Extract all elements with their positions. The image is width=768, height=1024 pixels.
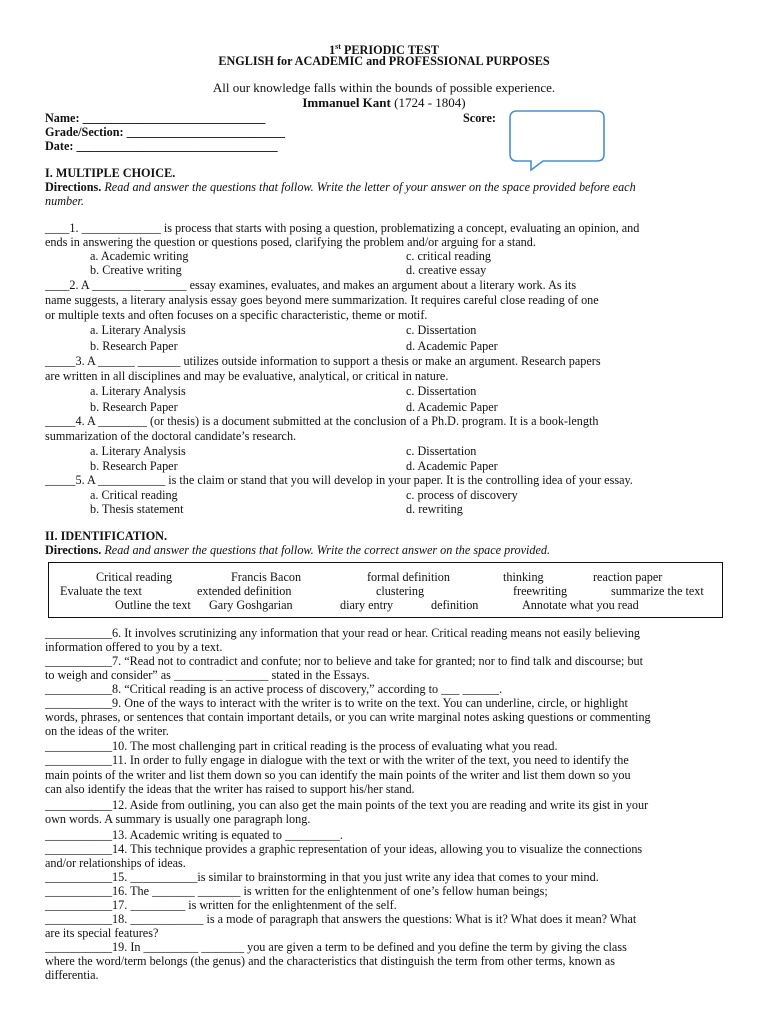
question-4: _____4. A ________ (or thesis) is a document submitted at the conclusion of a Ph.D. program. It is a book-length (45, 414, 599, 428)
word-bank-item: summarize the text (611, 584, 704, 598)
part1-directions: Directions. Read and answer the questions that follow. Write the letter of your answer on the space provided before each (45, 180, 636, 194)
score-callout-box[interactable] (509, 110, 605, 172)
option: a. Literary Analysis (90, 323, 186, 337)
option: a. Critical reading (90, 488, 178, 502)
question-1: ____1. _____________ is process that starts with posing a question, problematizing a concept, evaluating an opinion, and (45, 221, 640, 235)
question-2-cont: name suggests, a literary analysis essay goes beyond mere summarization. It requires careful close reading of one (45, 293, 599, 307)
question-3-options-row1 (0, 384, 768, 398)
option: b. Research Paper (90, 459, 178, 473)
question-19: ___________19. In _________ _______ you are given a term to be defined and you define the term by giving the class (45, 940, 627, 954)
name-field[interactable]: Name: ______________________________ (45, 111, 266, 125)
option: a. Literary Analysis (90, 444, 186, 458)
question-2-cont2: or multiple texts and often focuses on a specific characteristic, theme or motif. (45, 308, 428, 322)
question-2-options-row2 (0, 339, 768, 353)
question-7: ___________7. “Read not to contradict and confute; nor to believe and take for granted; nor to find talk and discourse; but (45, 654, 644, 668)
question-4-options-row1 (0, 444, 768, 458)
grade-section-field[interactable]: Grade/Section: __________________________ (45, 125, 286, 139)
question-4-options-row2 (0, 459, 768, 473)
word-bank-item: Evaluate the text (60, 584, 142, 598)
option: b. Research Paper (90, 400, 178, 414)
question-16: ___________16. The _______ _______ is written for the enlightenment of one’s fellow human beings; (45, 884, 548, 898)
option: d. rewriting (406, 502, 463, 516)
quote: All our knowledge falls within the bounds of possible experience. (212, 80, 556, 95)
question-3: _____3. A ______ _______ utilizes outside information to support a thesis or make an argument. Research papers (45, 354, 601, 368)
part2-directions: Directions. Read and answer the questions that follow. Write the correct answer on the space provided. (45, 543, 551, 557)
question-3-options-row2 (0, 400, 768, 414)
word-bank-item: formal definition (367, 570, 450, 584)
test-title: 1st PERIODIC TEST (329, 42, 439, 58)
part1-heading: I. MULTIPLE CHOICE. (45, 166, 176, 180)
question-9-cont: words, phrases, or sentences that contain important details, or you can write marginal notes asking questions or commenting (45, 710, 651, 724)
word-bank-item: Outline the text (115, 598, 191, 612)
word-bank-box (48, 562, 723, 618)
option: c. Dissertation (406, 323, 477, 337)
question-10: ___________10. The most challenging part in critical reading is the process of evaluating what you read. (45, 739, 558, 753)
question-19-cont: where the word/term belongs (the genus) and the characteristics that distinguish the term from other terms, known as (45, 954, 615, 968)
question-6-cont: information offered to you by a text. (45, 640, 223, 654)
option: c. Dissertation (406, 444, 477, 458)
date-field[interactable]: Date: _________________________________ (45, 139, 278, 153)
option: d. Academic Paper (406, 400, 498, 414)
option: b. Creative writing (90, 263, 182, 277)
question-18-cont: are its special features? (45, 926, 159, 940)
question-14-cont: and/or relationships of ideas. (45, 856, 186, 870)
question-9-cont2: on the ideas of the writer. (45, 724, 169, 738)
question-5: _____5. A ___________ is the claim or stand that you will develop in your paper. It is the controlling idea of your essay. (45, 473, 633, 487)
option: c. critical reading (406, 249, 491, 263)
word-bank-item: diary entry (340, 598, 394, 612)
option: b. Research Paper (90, 339, 178, 353)
word-bank-item: freewriting (513, 584, 568, 598)
option: c. process of discovery (406, 488, 518, 502)
question-1-options-row1 (0, 249, 768, 263)
question-12-cont: own words. A summary is usually one paragraph long. (45, 812, 311, 826)
word-bank-item: Annotate what you read (522, 598, 639, 612)
option: c. Dissertation (406, 384, 477, 398)
subject-title: ENGLISH for ACADEMIC and PROFESSIONAL PURPOSES (218, 54, 550, 68)
word-bank-item: extended definition (197, 584, 292, 598)
question-13: ___________13. Academic writing is equated to _________. (45, 828, 343, 842)
option: b. Thesis statement (90, 502, 184, 516)
question-2-options-row1 (0, 323, 768, 337)
question-12: ___________12. Aside from outlining, you can also get the main points of the text you are reading and write its gist in your (45, 798, 649, 812)
question-15: ___________15. ___________is similar to brainstorming in that you just write any idea that comes to your mind. (45, 870, 599, 884)
part1-directions-cont: number. (45, 194, 84, 208)
question-11-cont2: can also identify the ideas that the writer has raised to support his/her stand. (45, 782, 415, 796)
part2-heading: II. IDENTIFICATION. (45, 529, 168, 543)
option: d. Academic Paper (406, 339, 498, 353)
question-17: ___________17. _________ is written for the enlightenment of the self. (45, 898, 397, 912)
question-5-options-row2 (0, 502, 768, 516)
word-bank-item: reaction paper (593, 570, 663, 584)
question-14: ___________14. This technique provides a graphic representation of your ideas, allowing you to visualize the connections (45, 842, 643, 856)
question-11: ___________11. In order to fully engage in dialogue with the text or with the writer of the text, you need to identify the (45, 753, 629, 767)
question-3-cont: are written in all disciplines and may be evaluative, analytical, or critical in nature. (45, 369, 449, 383)
word-bank-item: definition (431, 598, 479, 612)
word-bank-item: Francis Bacon (231, 570, 302, 584)
question-11-cont: main points of the writer and list them down so you can identify the main points of the writer and list them down so you (45, 768, 631, 782)
question-5-options-row1 (0, 488, 768, 502)
question-18: ___________18. ____________ is a mode of paragraph that answers the questions: What is it? What does it mean? What (45, 912, 637, 926)
question-1-options-row2 (0, 263, 768, 277)
word-bank-item: Critical reading (96, 570, 173, 584)
question-6: ___________6. It involves scrutinizing any information that your read or hear. Critical reading means not easily believing (45, 626, 641, 640)
option: d. Academic Paper (406, 459, 498, 473)
question-9: ___________9. One of the ways to interact with the writer is to write on the text. You can underline, circle, or highlight (45, 696, 628, 710)
option: a. Academic writing (90, 249, 189, 263)
question-19-cont2: differentia. (45, 968, 99, 982)
word-bank-item: Gary Goshgarian (209, 598, 293, 612)
question-8: ___________8. “Critical reading is an active process of discovery,” according to ___ ______. (45, 682, 503, 696)
word-bank-item: thinking (503, 570, 544, 584)
quote-attribution: Immanuel Kant (1724 - 1804) (302, 95, 466, 110)
question-2: ____2. A ________ _______ essay examines, evaluates, and makes an argument about a literary work. As its (45, 278, 577, 292)
question-1-cont: ends in answering the question or questions posed, clarifying the problem and/or arguing for a stand. (45, 235, 536, 249)
question-7-cont: to weigh and consider” as ________ _______ stated in the Essays. (45, 668, 370, 682)
score-label: Score: (463, 111, 496, 125)
option: a. Literary Analysis (90, 384, 186, 398)
word-bank-item: clustering (376, 584, 425, 598)
question-4-cont: summarization of the doctoral candidate’s research. (45, 429, 297, 443)
option: d. creative essay (406, 263, 487, 277)
